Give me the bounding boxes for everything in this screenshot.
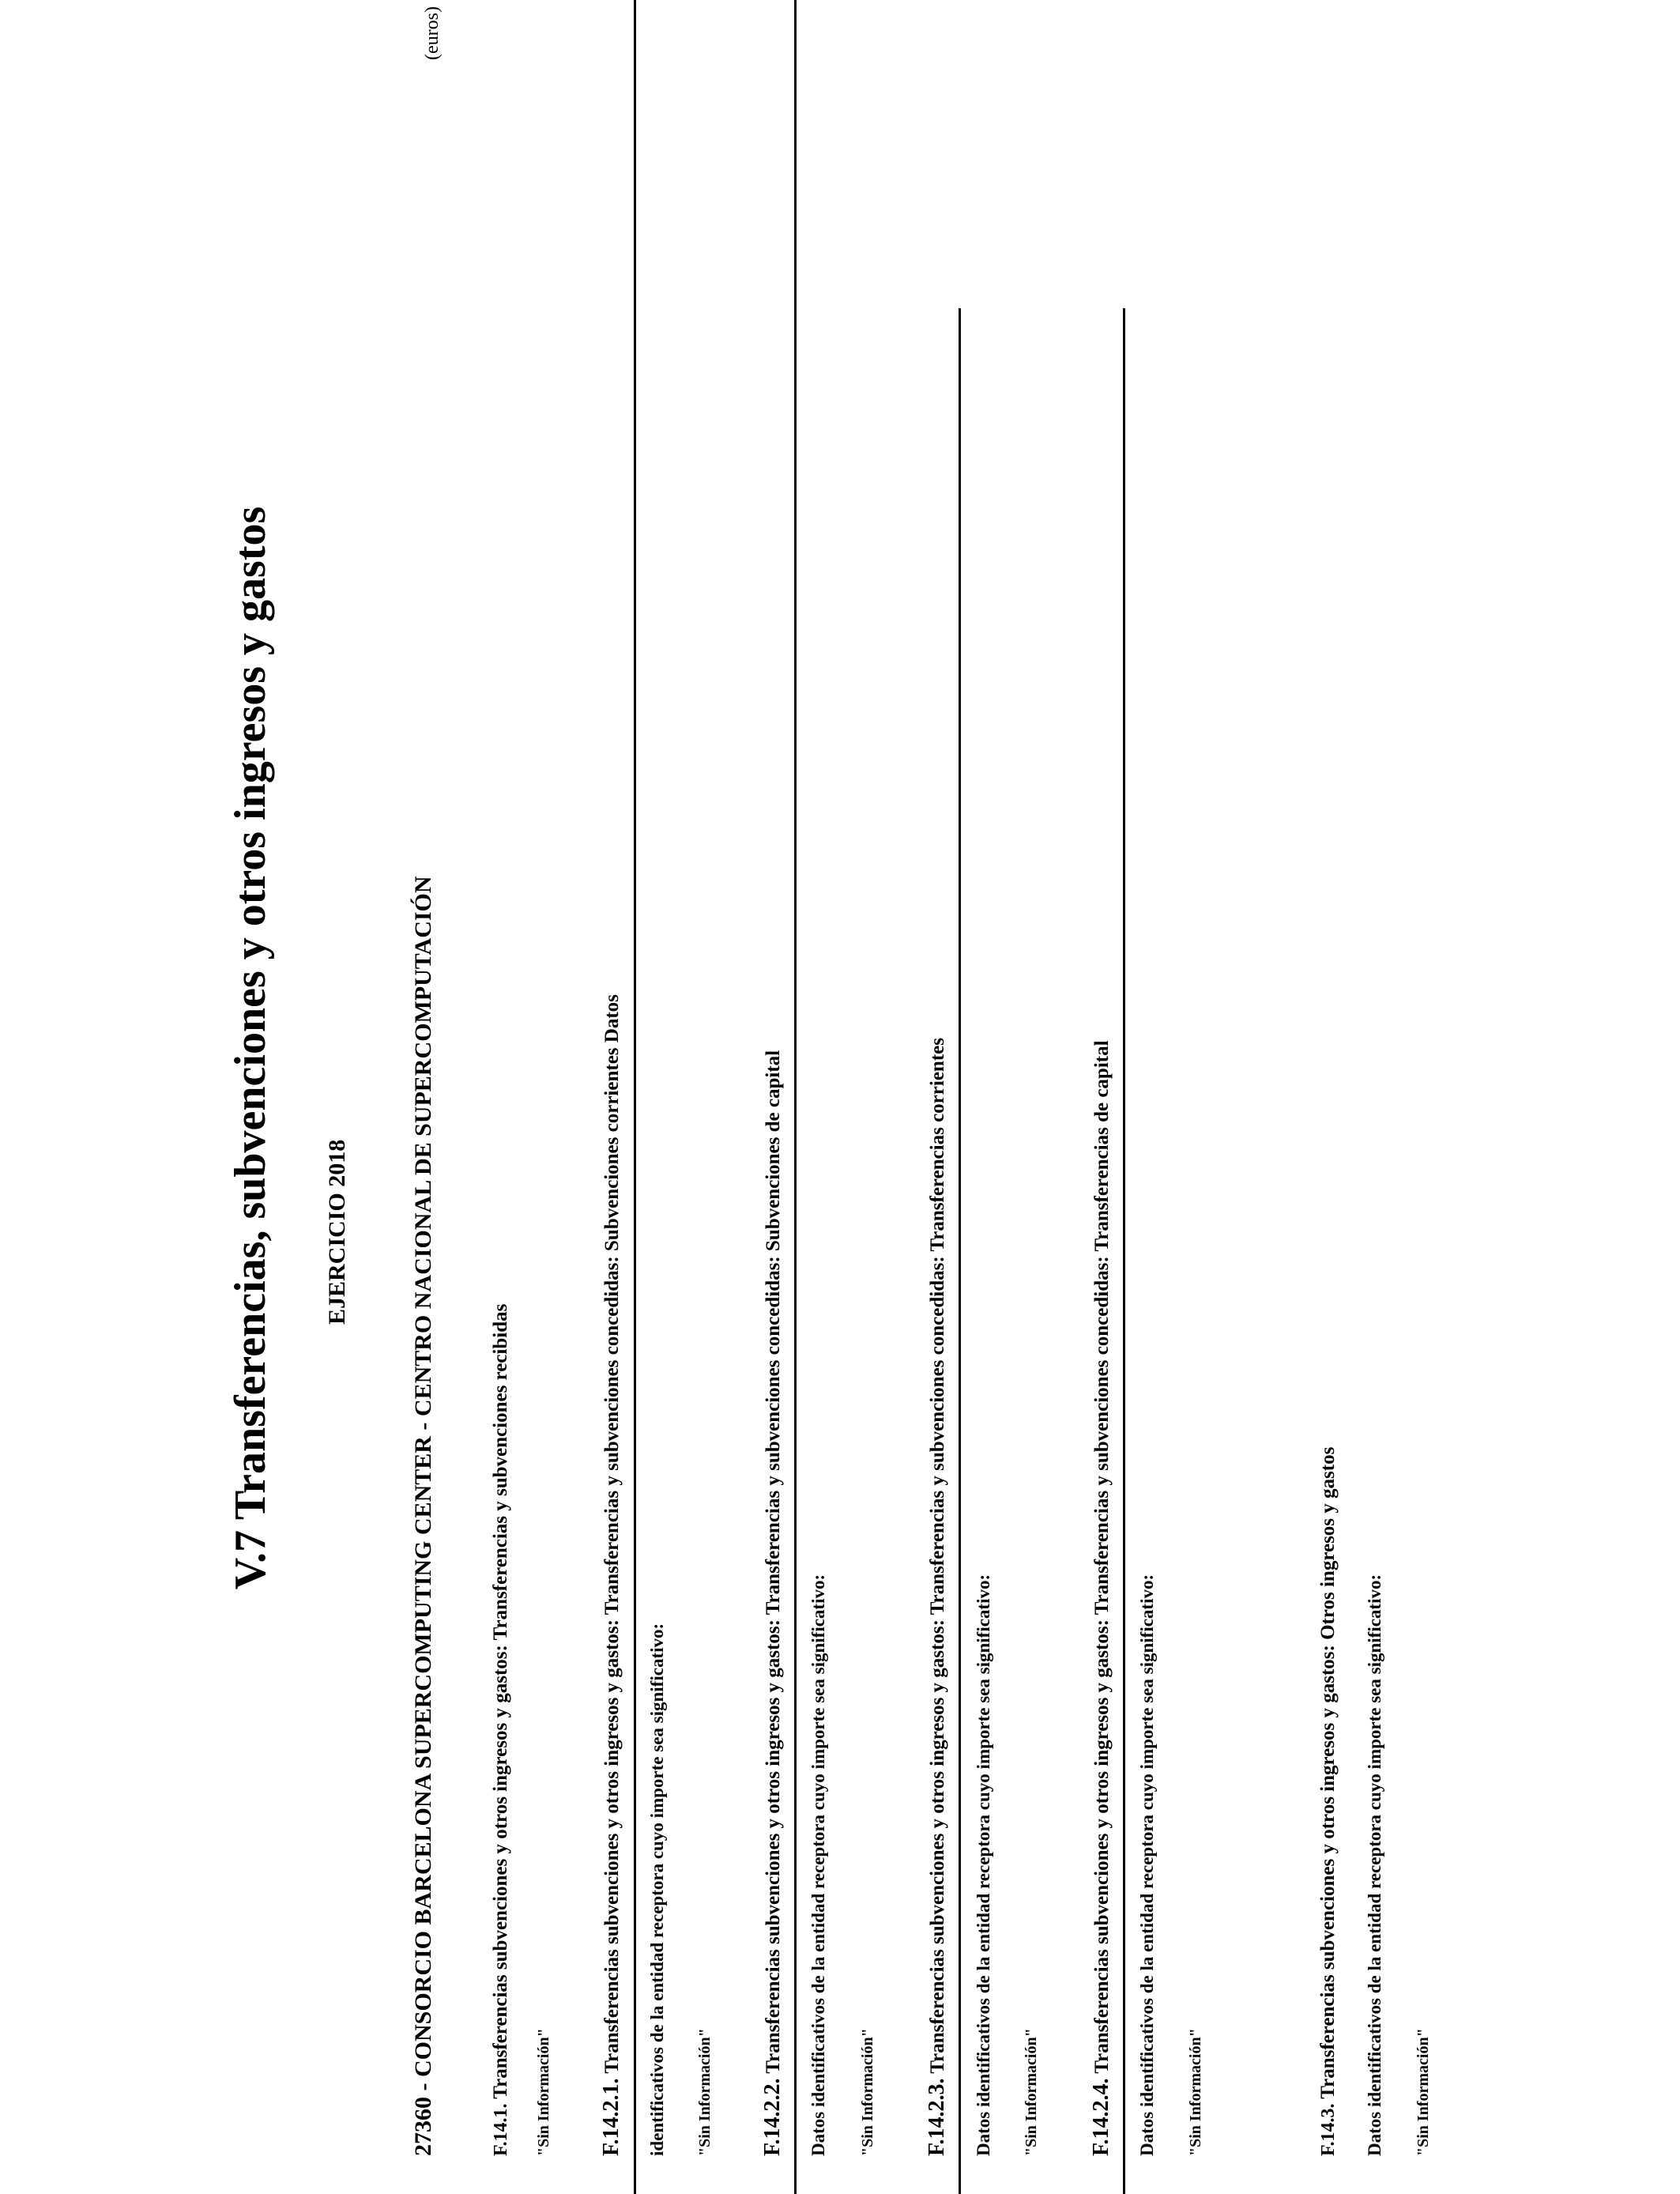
section-heading <box>488 1304 514 2156</box>
page-title: V.7 Transferencias, subvenciones y otros ingresos y gastos <box>226 506 275 1590</box>
section-subtitle: Datos identificativos de la entidad receptora cuyo importe sea significativo: <box>1137 1574 1157 2156</box>
section-subtitle: identificativos de la entidad receptora cuyo importe sea significativo: <box>647 1623 667 2156</box>
fiscal-year: EJERCICIO 2018 <box>324 1139 350 1325</box>
section-value: "Sin Información" <box>1023 2028 1040 2156</box>
section-subtitle: Datos identificativos de la entidad receptora cuyo importe sea significativo: <box>808 1574 828 2156</box>
section-divider <box>1123 308 1125 2194</box>
section-value: "Sin Información" <box>859 2028 876 2156</box>
section-heading <box>1316 1447 1341 2156</box>
section-divider <box>959 308 961 2194</box>
section-value: "Sin Información" <box>535 2028 552 2156</box>
section-title: Transferencias subvenciones y otros ingresos y gastos: Transferencias y subvenciones concedidas: Subvenciones corrientes Datos <box>601 994 623 2074</box>
section-code: F.14.2.2. <box>760 2078 785 2156</box>
section-value: "Sin Información" <box>1414 2028 1432 2156</box>
section-title: Transferencias subvenciones y otros ingresos y gastos: Transferencias y subvenciones concedidas: Transferencias corrientes <box>927 1038 948 2074</box>
section-title: Transferencias subvenciones y otros ingresos y gastos: Transferencias y subvenciones concedidas: Transferencias de capital <box>1091 1040 1113 2074</box>
section-subtitle: Datos identificativos de la entidad receptora cuyo importe sea significativo: <box>974 1574 993 2156</box>
section-value: "Sin Información" <box>696 2028 714 2156</box>
section-subtitle: Datos identificativos de la entidad receptora cuyo importe sea significativo: <box>1365 1574 1384 2156</box>
section-value: "Sin Información" <box>1187 2028 1204 2156</box>
section-code: F.14.1. <box>491 2103 511 2156</box>
section-title: Transferencias subvenciones y otros ingresos y gastos: Transferencias y subvenciones concedidas: Subvenciones de capital <box>763 1050 784 2074</box>
section-heading <box>599 994 625 2156</box>
section-code: F.14.2.1. <box>599 2078 623 2156</box>
section-heading <box>925 1038 951 2156</box>
section-title: Transferencias subvenciones y otros ingresos y gastos: Otros ingresos y gastos <box>1317 1446 1339 2099</box>
section-title: Transferencias subvenciones y otros ingresos y gastos: Transferencias y subvenciones recibidas <box>490 1303 511 2099</box>
section-code: F.14.2.4. <box>1089 2078 1113 2156</box>
section-heading <box>1089 1040 1115 2156</box>
section-divider <box>634 0 636 2194</box>
section-divider <box>794 0 797 2194</box>
units-label: (euros) <box>422 6 443 60</box>
section-code: F.14.3. <box>1318 2103 1339 2156</box>
section-heading <box>760 1050 786 2156</box>
section-code: F.14.2.3. <box>925 2078 949 2156</box>
entity-name: 27360 - CONSORCIO BARCELONA SUPERCOMPUTING CENTER - CENTRO NACIONAL DE SUPERCOMPUTACIÓN <box>410 876 436 2156</box>
